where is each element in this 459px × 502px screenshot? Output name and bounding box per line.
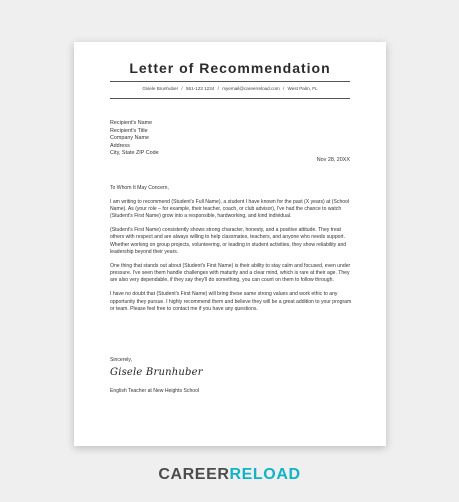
signer-title: English Teacher at New Heights School bbox=[110, 388, 200, 394]
title-divider-bottom bbox=[110, 98, 350, 99]
contact-location: West Palm, FL bbox=[287, 86, 318, 91]
signature: Gisele Brunhuber bbox=[110, 367, 203, 378]
recipient-title: Recipient's Title bbox=[110, 127, 148, 134]
contact-line bbox=[74, 86, 386, 91]
letter-date: Nov 28, 20XX bbox=[316, 157, 350, 163]
recipient-name: Recipient's Name bbox=[110, 120, 153, 126]
body-paragraph: I am writing to recommend (Student's Full Name), a student I have known for the past (X years) at (School Name). As (your role – for example, their teacher, coach, or club advisor), I've had the chance to watch (Student's First Name) grow into a responsible, hardworking, and kind individual. bbox=[110, 198, 350, 220]
contact-phone: 561-123 1234 bbox=[185, 86, 215, 91]
title-divider-top bbox=[110, 81, 350, 82]
recipient-block bbox=[110, 120, 159, 158]
letter-page bbox=[74, 42, 386, 446]
letter-body bbox=[110, 185, 352, 320]
brand-logo-part2: RELOAD bbox=[229, 466, 301, 483]
brand-logo-part1: CAREER bbox=[158, 466, 230, 483]
contact-name: Gisele Brunhuber bbox=[142, 86, 179, 91]
letter-title: Letter of Recommendation bbox=[129, 60, 331, 76]
contact-separator: / bbox=[217, 86, 219, 91]
salutation: To Whom It May Concern, bbox=[110, 185, 169, 191]
contact-email: myemail@careerreload.com bbox=[222, 86, 280, 91]
contact-separator: / bbox=[282, 86, 285, 91]
brand-logo bbox=[0, 466, 459, 484]
body-paragraph: (Student's First Name) consistently shows strong character, honesty, and a positive attitude. They treat others with respect and are always willing to help classmates, teachers, and anyone who needs support. Whether working on group projects, volunteering, or leading in student activities, they show reliability and leadership beyond their years. bbox=[110, 227, 347, 256]
contact-separator: / bbox=[181, 86, 183, 91]
body-paragraph: I have no doubt that (Student's First Name) will bring these same strong values and work ethic to any opportunity they pursue. I highly recommend them and believe they will be a great addition to your program or team. Please feel free to contact me if you have any questions. bbox=[110, 291, 352, 312]
body-paragraph: One thing that stands out about (Student's First Name) is their ability to stay calm and focused, even under pressure. I've seen them handle challenges with maturity and a clear mind, which is rare at their age. They are also very dependable, if they say they'll do something, you can count on them to follow through. bbox=[110, 262, 351, 284]
recipient-company: Company Name bbox=[110, 135, 149, 142]
recipient-address: Address bbox=[110, 142, 130, 149]
closing: Sincerely, bbox=[110, 357, 132, 363]
recipient-city-state-zip: City, State ZIP Code bbox=[110, 150, 159, 157]
